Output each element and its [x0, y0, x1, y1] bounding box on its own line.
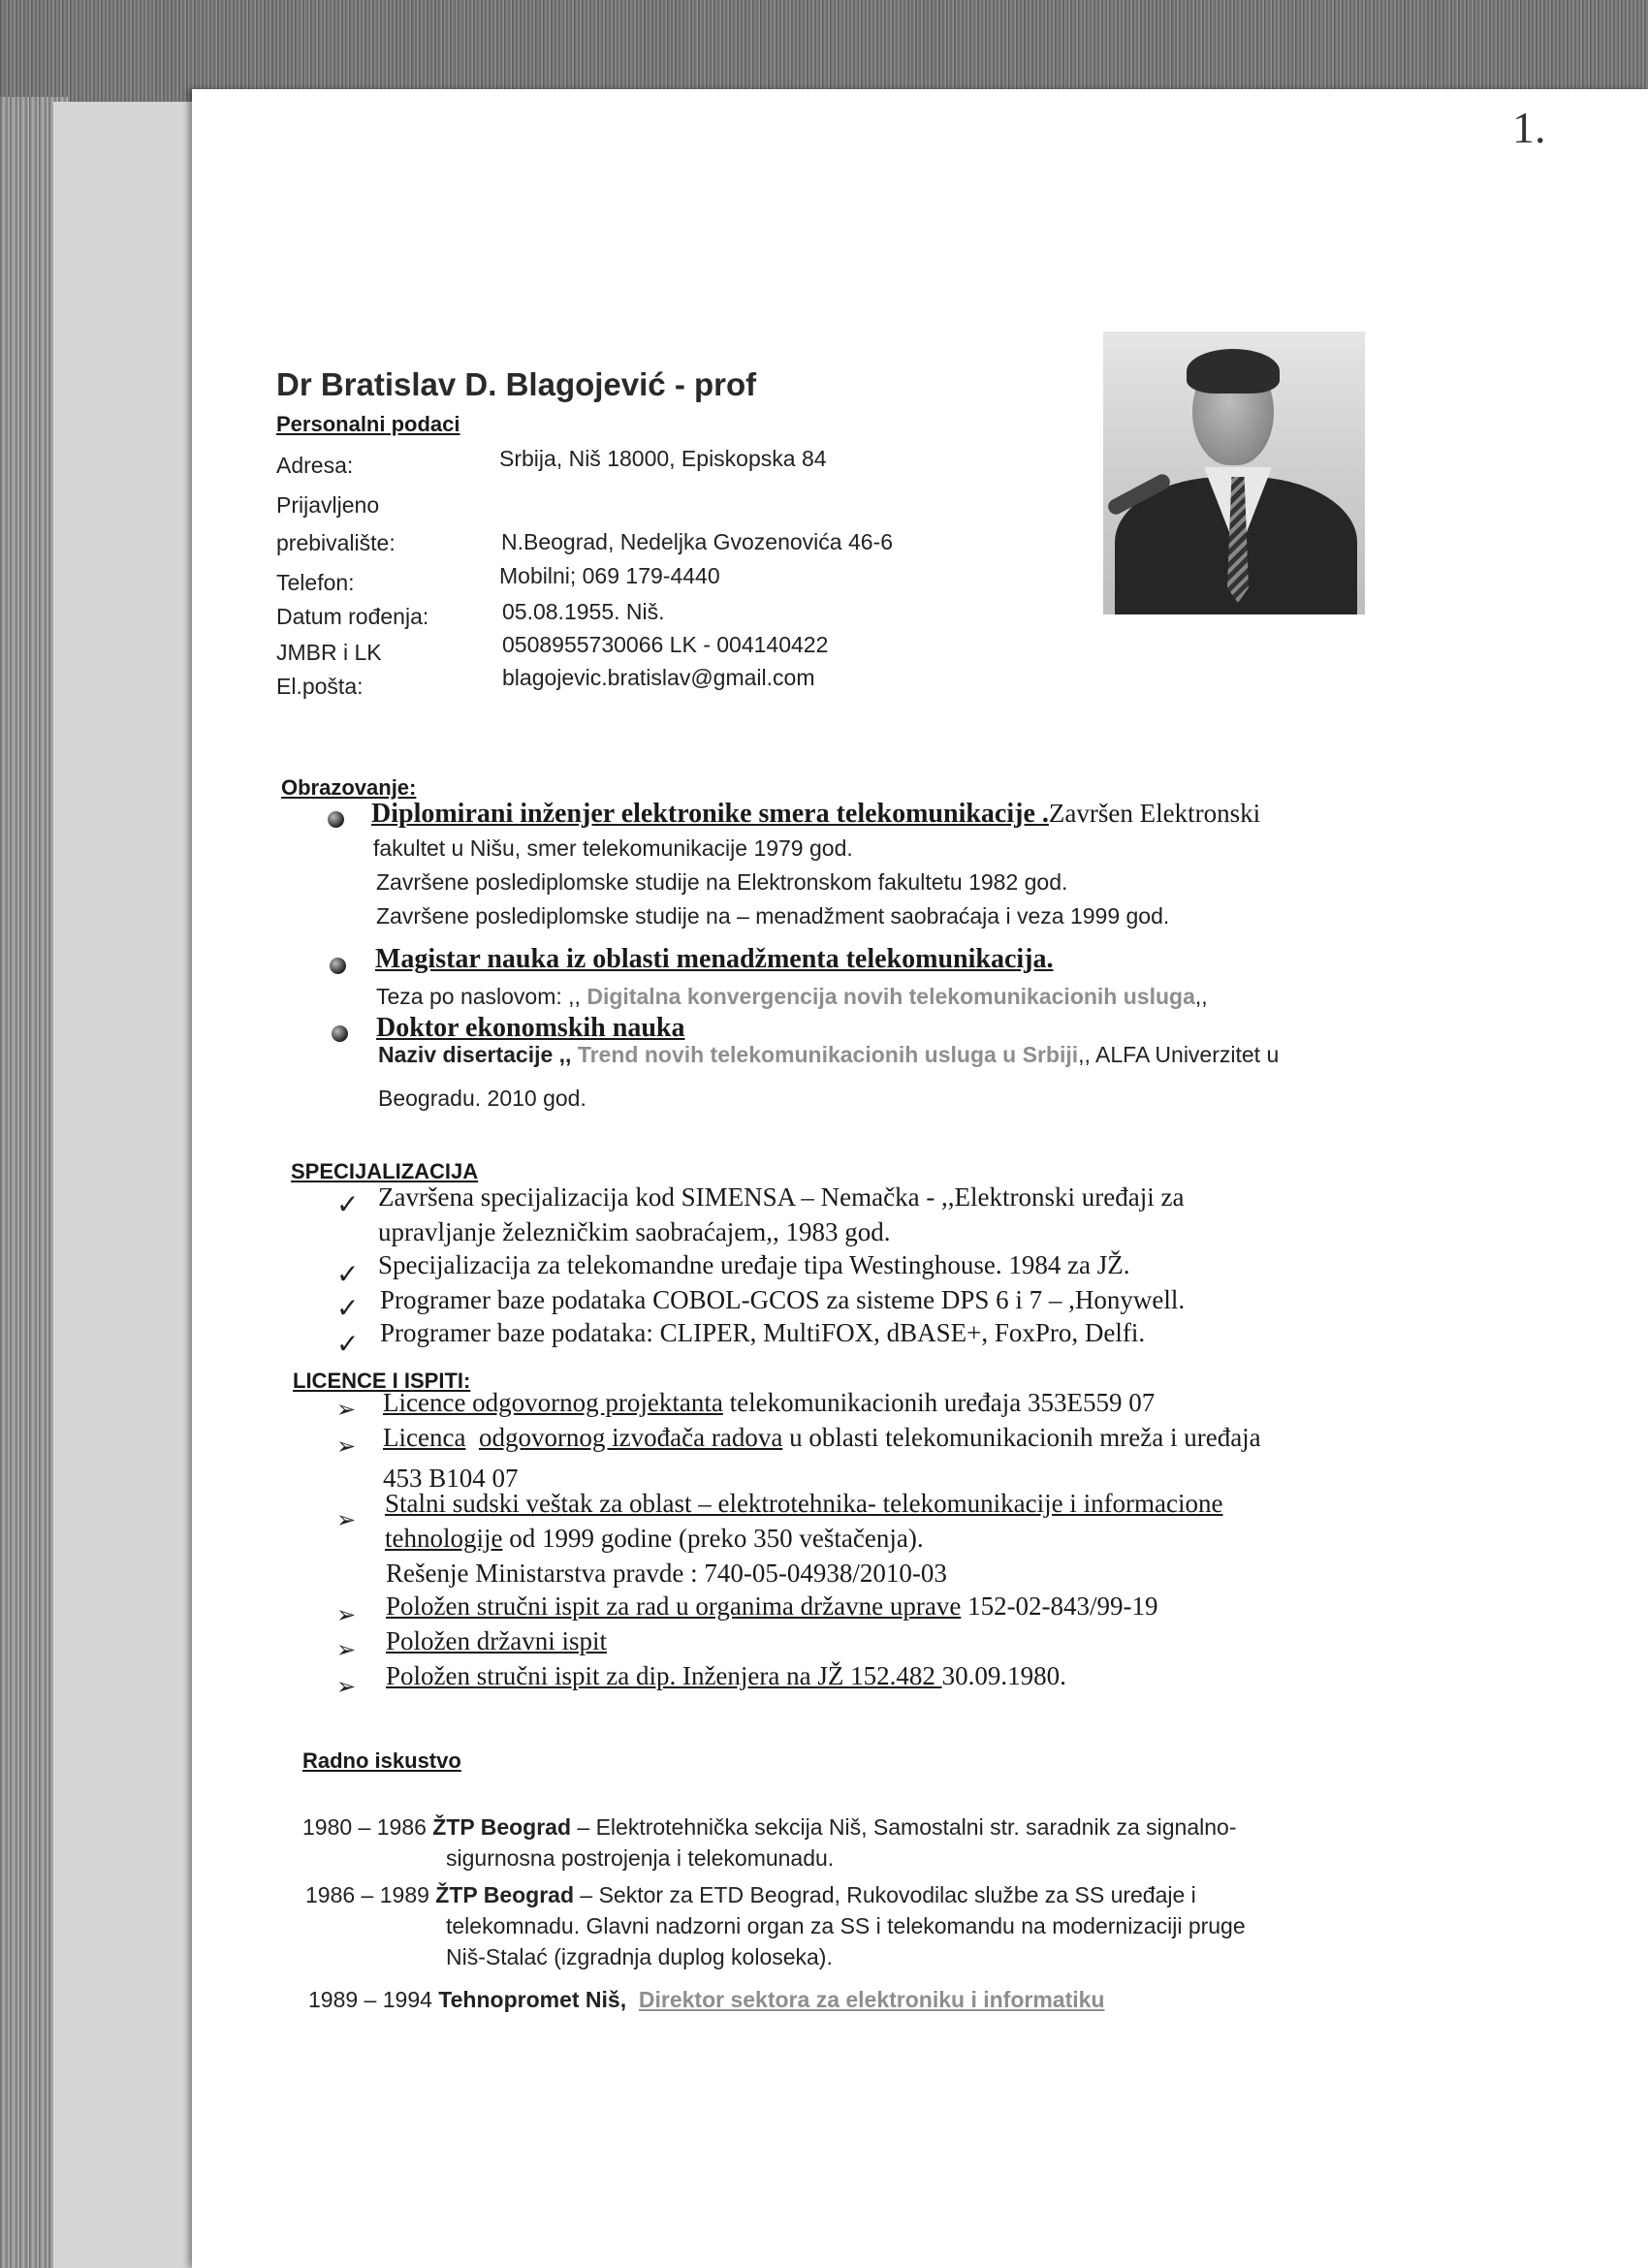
spec-item-4: Programer baze podataka: CLIPER, MultiFOX, dBASE+, FoxPro, Delfi. — [380, 1318, 1146, 1347]
licence-4 — [386, 1591, 1158, 1622]
licence-4-underlined: Položen stručni ispit za rad u organima državne uprave — [386, 1591, 962, 1621]
degree-1-line-3: Završene poslediplomske studije na Elektronskom fakultetu 1982 god. — [376, 869, 1068, 895]
spec-item-2: Specijalizacija za telekomandne uređaje tipa Westinghouse. 1984 za JŽ. — [378, 1250, 1130, 1279]
experience-1-line-2: sigurnosna postrojenja i telekomunadu. — [446, 1845, 835, 1871]
licence-1-underlined: Licence odgovornog projektanta — [383, 1388, 723, 1417]
experience-3-years: 1989 – 1994 — [308, 1987, 432, 2012]
degree-1 — [371, 799, 1260, 830]
degree-3-prefix: Naziv disertacije ,, — [378, 1042, 572, 1067]
value-email[interactable]: blagojevic.bratislav@gmail.com — [502, 665, 815, 690]
licence-3-underlined-2: tehnologije — [385, 1524, 503, 1553]
value-phone: Mobilni; 069 179-4440 — [499, 563, 720, 588]
degree-1-suffix: Završen Elektronski — [1048, 799, 1261, 828]
licence-3-line-2 — [385, 1524, 924, 1554]
licence-5-underlined: Položen državni ispit — [386, 1626, 607, 1655]
underlying-page — [53, 102, 208, 2268]
bullet-icon — [328, 811, 344, 828]
licence-3-rest: od 1999 godine (preko 350 veštačenja). — [502, 1524, 924, 1553]
licence-3-line-3: Rešenje Ministarstva pravde : 740-05-04938/2010-03 — [386, 1559, 947, 1588]
arrow-bullet-icon: ➢ — [336, 1601, 357, 1628]
degree-3-suffix: ,, ALFA Univerzitet u — [1078, 1042, 1280, 1067]
arrow-bullet-icon: ➢ — [336, 1506, 357, 1533]
arrow-bullet-icon: ➢ — [336, 1396, 357, 1423]
label-phone: Telefon: — [276, 570, 355, 595]
page-number: 1. — [1512, 103, 1546, 152]
experience-1-text: – Elektrotehnička sekcija Niš, Samostalni str. saradnik za signalno- — [571, 1814, 1237, 1840]
degree-2-prefix: Teza po naslovom: ,, — [376, 984, 581, 1009]
label-jmbr: JMBR i LK — [276, 640, 382, 665]
degree-3-line-2: Beogradu. 2010 god. — [378, 1086, 586, 1111]
education-heading: Obrazovanje: — [281, 775, 417, 800]
cv-name: Dr Bratislav D. Blagojević - prof — [276, 366, 757, 402]
licence-3-underlined: Stalni sudski veštak za oblast – elektrotehnika- telekomunikacije i informacione — [385, 1489, 1223, 1518]
degree-3-title: Doktor ekonomskih nauka — [376, 1013, 685, 1043]
specialization-heading: SPECIJALIZACIJA — [291, 1159, 479, 1183]
photo-hair — [1187, 349, 1280, 394]
spec-item-1-line-2: upravljanje železničkim saobraćajem,, 1983 god. — [378, 1217, 891, 1246]
experience-3-org: Tehnopromet Niš, — [438, 1987, 627, 2012]
spec-item-1: Završena specijalizacija kod SIMENSA – Nemačka - ,,Elektronski uređaji za — [378, 1182, 1185, 1212]
licence-2-underlined-1: Licenca — [383, 1423, 466, 1452]
licence-1-rest: telekomunikacionih uređaja 353E559 07 — [722, 1388, 1156, 1417]
licence-5 — [386, 1626, 607, 1656]
experience-3 — [308, 1987, 1104, 2013]
licences-heading: LICENCE I ISPITI: — [293, 1369, 471, 1393]
licence-2-underlined-2: odgovornog izvođača radova — [478, 1423, 783, 1452]
spec-item-3: Programer baze podataka COBOL-GCOS za sisteme DPS 6 i 7 – ,Honywell. — [380, 1285, 1186, 1314]
value-address: Srbija, Niš 18000, Episkopska 84 — [499, 446, 827, 471]
label-dob: Datum rođenja: — [276, 604, 429, 629]
degree-1-title: Diplomirani inženjer elektronike smera telekomunikacije . — [371, 799, 1049, 829]
licence-6 — [386, 1661, 1066, 1691]
arrow-bullet-icon: ➢ — [336, 1433, 357, 1460]
experience-2-years: 1986 – 1989 — [305, 1882, 429, 1907]
experience-heading: Radno iskustvo — [302, 1748, 461, 1773]
degree-2-title: Magistar nauka iz oblasti menadžmenta telekomunikacija. — [375, 944, 1054, 974]
value-dob: 05.08.1955. Niš. — [502, 599, 665, 624]
licence-6-underlined: Položen stručni ispit za dip. Inženjera na JŽ 152.482 — [386, 1661, 942, 1690]
bullet-icon — [330, 958, 346, 974]
arrow-bullet-icon: ➢ — [336, 1636, 357, 1663]
licence-3 — [385, 1489, 1223, 1519]
experience-1-org: ŽTP Beograd — [432, 1814, 572, 1840]
experience-1 — [302, 1814, 1237, 1841]
label-registered-2: prebivalište: — [276, 530, 396, 555]
checkmark-icon: ✓ — [336, 1292, 360, 1324]
degree-2-thesis-line — [376, 984, 1208, 1010]
licence-6-rest: 30.09.1980. — [941, 1661, 1066, 1690]
degree-3-thesis-line — [378, 1042, 1279, 1068]
label-address: Adresa: — [276, 453, 354, 478]
checkmark-icon: ✓ — [336, 1258, 360, 1290]
experience-2-org: ŽTP Beograd — [435, 1882, 575, 1907]
arrow-bullet-icon: ➢ — [336, 1673, 357, 1700]
bullet-icon — [332, 1025, 348, 1042]
degree-1-line-2: fakultet u Nišu, smer telekomunikacije 1979 god. — [373, 835, 853, 861]
degree-3-thesis: Trend novih telekomunikacionih usluga u Srbiji — [577, 1042, 1079, 1067]
label-email: El.pošta: — [276, 674, 364, 699]
degree-2-close: ,, — [1194, 984, 1208, 1009]
experience-1-years: 1980 – 1986 — [302, 1814, 427, 1840]
checkmark-icon: ✓ — [336, 1188, 360, 1220]
experience-2-line-3: Niš-Stalać (izgradnja duplog koloseka). — [446, 1944, 833, 1969]
value-registered: N.Beograd, Nedeljka Gvozenovića 46-6 — [501, 529, 894, 554]
label-registered-1: Prijavljeno — [276, 492, 380, 518]
licence-4-rest: 152-02-843/99-19 — [961, 1591, 1158, 1621]
value-jmbr: 0508955730066 LK - 004140422 — [502, 632, 829, 657]
licence-1 — [383, 1388, 1155, 1418]
degree-1-line-4: Završene poslediplomske studije na – menadžment saobraćaja i veza 1999 god. — [376, 903, 1170, 929]
licence-2 — [383, 1423, 1261, 1453]
degree-2-thesis: Digitalna konvergencija novih telekomunikacionih usluga — [586, 984, 1195, 1009]
experience-2-text: – Sektor za ETD Beograd, Rukovodilac službe za SS uređaje i — [574, 1882, 1196, 1907]
experience-2 — [305, 1882, 1196, 1908]
personal-heading: Personalni podaci — [276, 412, 460, 436]
experience-2-line-2: telekomnadu. Glavni nadzorni organ za SS i telekomandu na modernizaciji pruge — [446, 1913, 1246, 1938]
licence-2-rest: u oblasti telekomunikacionih mreža i uređaja — [782, 1423, 1261, 1452]
portrait-photo — [1103, 331, 1365, 614]
checkmark-icon: ✓ — [336, 1328, 360, 1360]
experience-3-text: Direktor sektora za elektroniku i informatiku — [638, 1987, 1105, 2012]
licence-2-line-2: 453 B104 07 — [383, 1464, 519, 1493]
